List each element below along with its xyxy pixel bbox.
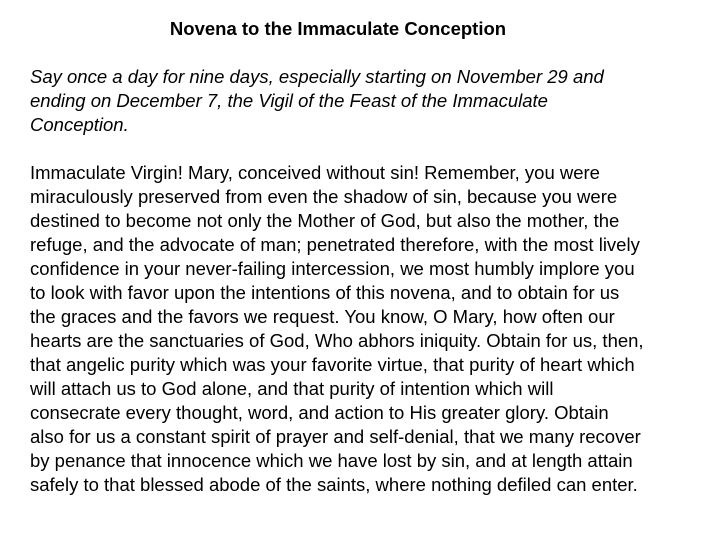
prayer-line: also for us a constant spirit of prayer and self-denial, that we many recover (30, 426, 641, 447)
prayer-line: safely to that blessed abode of the saints, where nothing defiled can enter. (30, 474, 638, 495)
prayer-line: the graces and the favors we request. You know, O Mary, how often our (30, 306, 615, 327)
prayer-line: that angelic purity which was your favorite virtue, that purity of heart which (30, 354, 635, 375)
prayer-line: consecrate every thought, word, and action to His greater glory. Obtain (30, 402, 609, 423)
intro-line: Say once a day for nine days, especially starting on November 29 and (30, 66, 604, 87)
intro-line: ending on December 7, the Vigil of the Feast of the Immaculate (30, 90, 548, 111)
prayer-line: destined to become not only the Mother of God, but also the mother, the (30, 210, 620, 231)
intro-instructions (30, 65, 690, 137)
prayer-line: confidence in your never-failing intercession, we most humbly implore you (30, 258, 635, 279)
prayer-line: by penance that innocence which we have lost by sin, and at length attain (30, 450, 633, 471)
prayer-line: will attach us to God alone, and that purity of intention which will (30, 378, 554, 399)
prayer-line: hearts are the sanctuaries of God, Who abhors iniquity. Obtain for us, then, (30, 330, 644, 351)
prayer-line: to look with favor upon the intentions of this novena, and to obtain for us (30, 282, 620, 303)
prayer-line: refuge, and the advocate of man; penetrated therefore, with the most lively (30, 234, 640, 255)
prayer-line: miraculously preserved from even the shadow of sin, because you were (30, 186, 618, 207)
prayer-line: Immaculate Virgin! Mary, conceived without sin! Remember, you were (30, 162, 600, 183)
intro-line: Conception. (30, 114, 129, 135)
prayer-text (30, 161, 710, 497)
document-title: Novena to the Immaculate Conception (169, 18, 507, 39)
